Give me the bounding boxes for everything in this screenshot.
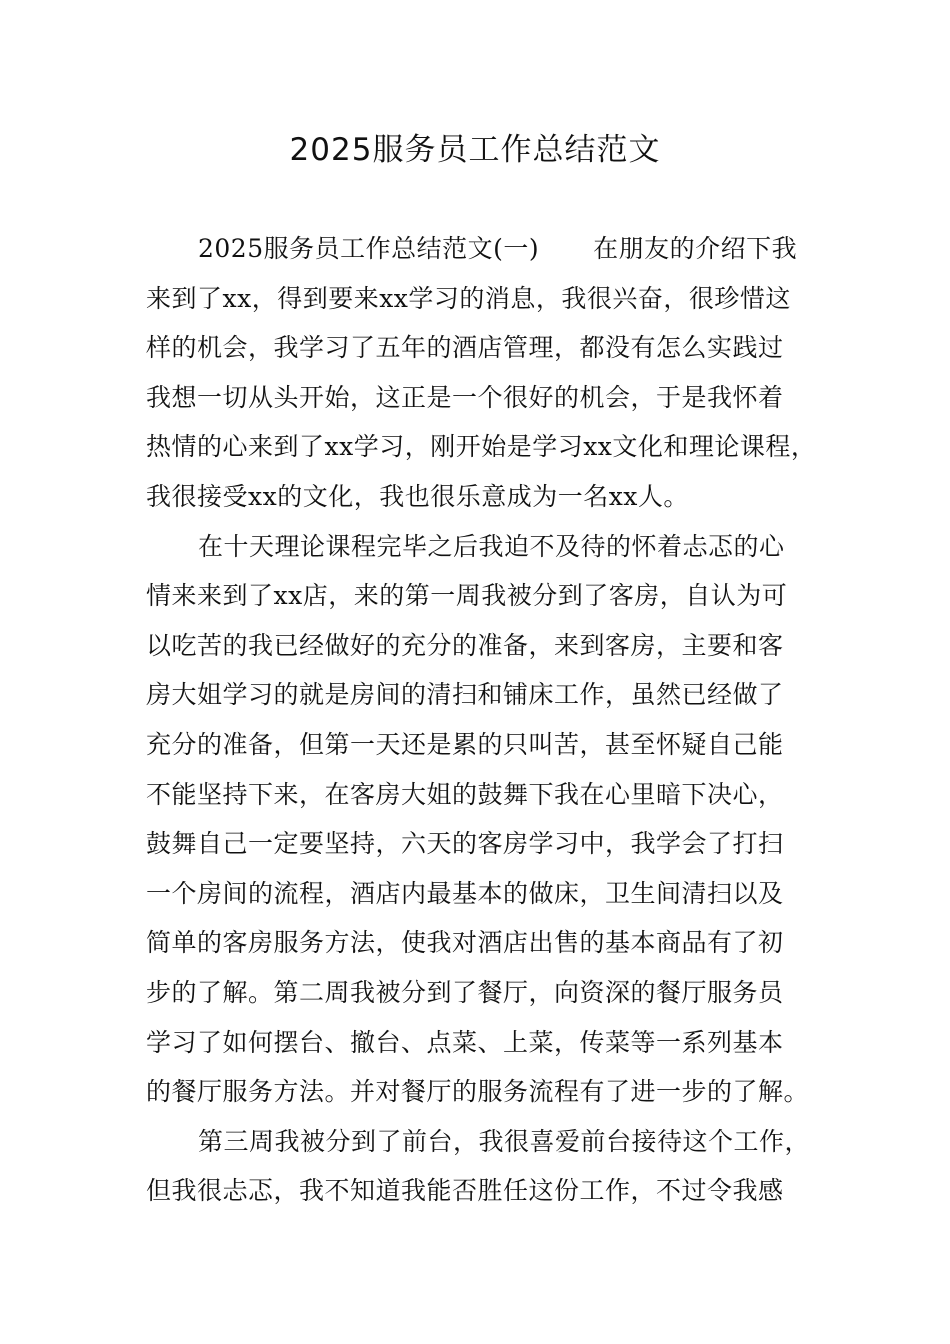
paragraph-2-line-1: 在十天理论课程完毕之后我迫不及待的怀着忐忑的心 — [198, 531, 785, 561]
section-heading: 2025服务员工作总结范文(一) — [198, 234, 540, 263]
paragraph-2-line-2: 情来来到了xx店，来的第一周我被分到了客房，自认为可 — [146, 581, 788, 611]
paragraph-2-line-3: 以吃苦的我已经做好的充分的准备，来到客房，主要和客 — [146, 630, 784, 660]
paragraph-2-line-4: 房大姐学习的就是房间的清扫和铺床工作，虽然已经做了 — [146, 680, 784, 710]
paragraph-1-line-5: 热情的心来到了xx学习，刚开始是学习xx文化和理论课程， — [146, 432, 817, 462]
document-body — [146, 230, 822, 1222]
paragraph-2-line-7: 鼓舞自己一定要坚持，六天的客房学习中，我学会了打扫 — [146, 829, 784, 859]
paragraph-2-line-5: 充分的准备，但第一天还是累的只叫苦，甚至怀疑自己能 — [146, 729, 784, 759]
document-title: 2025服务员工作总结范文 — [289, 132, 661, 168]
paragraph-3-line-1: 第三周我被分到了前台，我很喜爱前台接待这个工作， — [198, 1126, 811, 1156]
paragraph-2-line-8: 一个房间的流程，酒店内最基本的做床，卫生间清扫以及 — [146, 878, 784, 908]
paragraph-2-line-11: 学习了如何摆台、撤台、点菜、上菜，传菜等一系列基本 — [146, 1027, 784, 1057]
paragraph-1-line-3: 样的机会，我学习了五年的酒店管理，都没有怎么实践过 — [146, 333, 784, 363]
paragraph-2-line-12: 的餐厅服务方法。并对餐厅的服务流程有了进一步的了解。 — [146, 1077, 810, 1107]
paragraph-2-line-9: 简单的客房服务方法，使我对酒店出售的基本商品有了初 — [146, 928, 784, 958]
paragraph-1-line-4: 我想一切从头开始，这正是一个很好的机会，于是我怀着 — [146, 382, 784, 412]
paragraph-1-line-2: 来到了xx，得到要来xx学习的消息，我很兴奋，很珍惜这 — [146, 283, 791, 313]
paragraph-3-line-2: 但我很忐忑，我不知道我能否胜任这份工作，不过令我感 — [146, 1176, 784, 1206]
paragraph-1-line-1 — [146, 230, 822, 280]
paragraph-1-line-6: 我很接受xx的文化，我也很乐意成为一名xx人。 — [146, 481, 689, 511]
paragraph-1-opening: 在朋友的介绍下我 — [593, 234, 798, 263]
paragraph-2-line-6: 不能坚持下来，在客房大姐的鼓舞下我在心里暗下决心， — [146, 779, 784, 809]
paragraph-2-line-10: 步的了解。第二周我被分到了餐厅，向资深的餐厅服务员 — [146, 977, 784, 1007]
